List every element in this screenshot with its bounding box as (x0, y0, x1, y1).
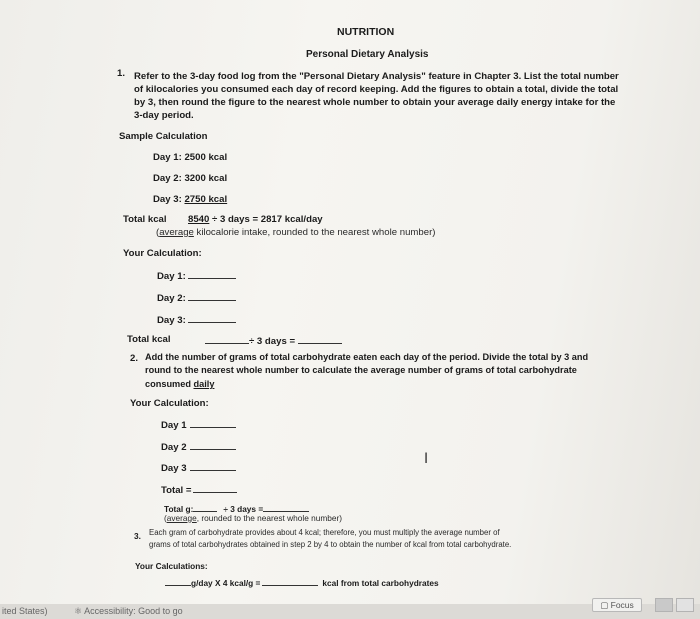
q2-number: 2. (130, 353, 139, 364)
q1-line-1: Refer to the 3-day food log from the "Personal Dietary Analysis" feature in Chapter 3. List the total number (134, 71, 619, 82)
q2-total-g-row: Total g: ÷ 3 days = (164, 502, 309, 515)
q2-day-1-row: Day 1 (161, 418, 236, 432)
sample-day-2: Day 2: 3200 kcal (153, 173, 228, 184)
q2-average-note: (average, rounded to the nearest whole number) (164, 513, 343, 523)
doc-subtitle: Personal Dietary Analysis (306, 49, 429, 60)
q1-total-kcal-row: ÷ 3 days = (205, 334, 342, 348)
q3-your-calculations: Your Calculations: (135, 561, 208, 571)
sample-day-1: Day 1: 2500 kcal (153, 152, 228, 163)
q2-day-2-row: Day 2 (161, 440, 236, 454)
q1-number: 1. (117, 68, 126, 79)
q2-day-3-row: Day 3 (161, 461, 236, 475)
q3-formula-row: g/day X 4 kcal/g = kcal from total carbohydrates (165, 576, 439, 589)
web-layout-view-button[interactable] (676, 598, 694, 612)
q3-line-1: Each gram of carbohydrate provides about 4 kcal; therefore, you must multiply the average number of (149, 528, 500, 537)
q2-total-row: Total = (161, 483, 237, 497)
q1-line-3: by 3, then round the figure to the nearest whole number to obtain your average daily energy intake for the (134, 97, 616, 108)
q2-your-calculation: Your Calculation: (130, 398, 209, 409)
status-language[interactable]: ited States) (2, 606, 48, 616)
q1-day-2-row: Day 2: (157, 291, 236, 305)
sample-average-note: (average kilocalorie intake, rounded to the nearest whole number) (156, 227, 436, 238)
sample-total-kcal-label: Total kcal (123, 214, 167, 225)
print-layout-view-button[interactable] (655, 598, 673, 612)
sample-calculation-heading: Sample Calculation (119, 131, 208, 142)
q1-line-2: of kilocalories you consumed each day of record keeping. Add the figures to obtain a total, divide the total (134, 84, 619, 95)
q1-total-kcal-label: Total kcal (127, 334, 171, 345)
focus-icon: ▢ (600, 600, 609, 610)
q2-line-1: Add the number of grams of total carbohydrate eaten each day of the period. Divide the total by 3 and (145, 352, 589, 362)
text-cursor-icon: I (424, 451, 429, 467)
q2-line-3: consumed daily (145, 379, 215, 389)
q1-your-calculation: Your Calculation: (123, 248, 202, 259)
q2-line-2: round to the nearest whole number to calculate the average number of grams of total carbohydrate (145, 365, 577, 375)
accessibility-icon: ⚛ (74, 606, 83, 616)
accessibility-status[interactable]: ⚛ Accessibility: Good to go (74, 606, 183, 616)
q3-number: 3. (134, 531, 141, 541)
q1-day-1-row: Day 1: (157, 269, 236, 283)
q1-line-4: 3-day period. (134, 110, 194, 121)
doc-title: NUTRITION (337, 26, 395, 38)
q1-day-3-row: Day 3: (157, 313, 236, 327)
q3-line-2: grams of total carbohydrates obtained in step 2 by 4 to obtain the number of kcal from total carbohydrate. (149, 540, 512, 549)
sample-day-3: Day 3: 2750 kcal (153, 194, 228, 205)
sample-total-kcal-calc: 8540 ÷ 3 days = 2817 kcal/day (188, 214, 323, 225)
focus-button[interactable]: ▢ Focus (592, 598, 642, 612)
